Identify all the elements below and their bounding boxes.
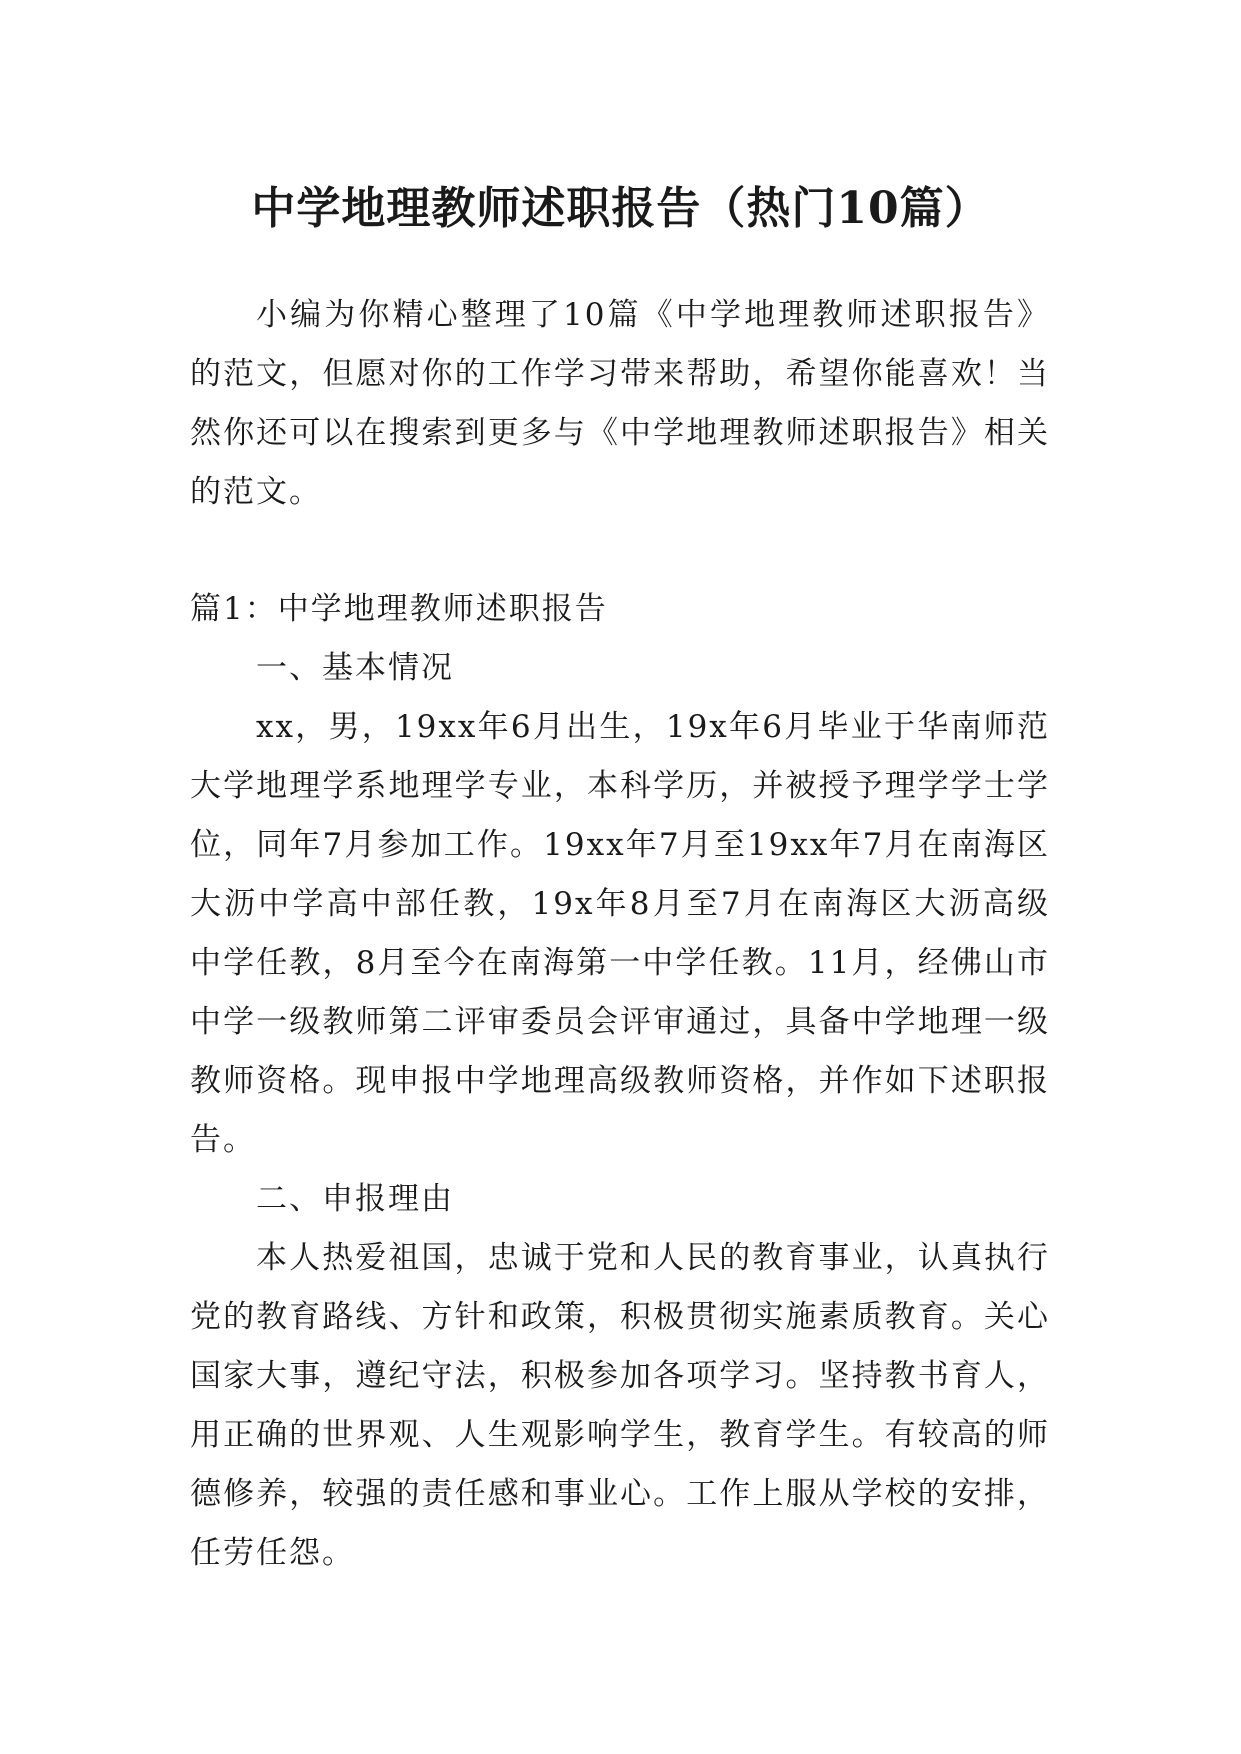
section-paragraph-basic-info: xx，男，19xx年6月出生，19x年6月毕业于华南师范大学地理学系地理学专业，本科学历，并被授予理学学士学位，同年7月参加工作。19xx年7月至19xx年7月在南海区大沥中学高中部任教，19x年8月至7月在南海区大沥高级中学任教，8月至今在南海第一中学任教。11月，经佛山市中学一级教师第二评审委员会评审通过，具备中学地理一级教师资格。现申报中学地理高级教师资格，并作如下述职报告。 <box>190 709 1050 1158</box>
part-heading: 篇1：中学地理教师述职报告 <box>190 591 608 627</box>
intro-paragraph: 小编为你精心整理了10篇《中学地理教师述职报告》的范文，但愿对你的工作学习带来帮助，希望你能喜欢！当然你还可以在搜索到更多与《中学地理教师述职报告》相关的范文。 <box>190 297 1050 510</box>
document-title: 中学地理教师述职报告（热门10篇） <box>251 183 990 235</box>
section-paragraph-application-reason: 本人热爱祖国，忠诚于党和人民的教育事业，认真执行党的教育路线、方针和政策，积极贯彻实施素质教育。关心国家大事，遵纪守法，积极参加各项学习。坚持教书育人，用正确的世界观、人生观影响学生，教育学生。有较高的师德修养，较强的责任感和事业心。工作上服从学校的安排，任劳任怨。 <box>190 1240 1050 1571</box>
section-heading-application-reason: 二、申报理由 <box>256 1181 454 1217</box>
section-heading-basic-info: 一、基本情况 <box>256 650 454 686</box>
